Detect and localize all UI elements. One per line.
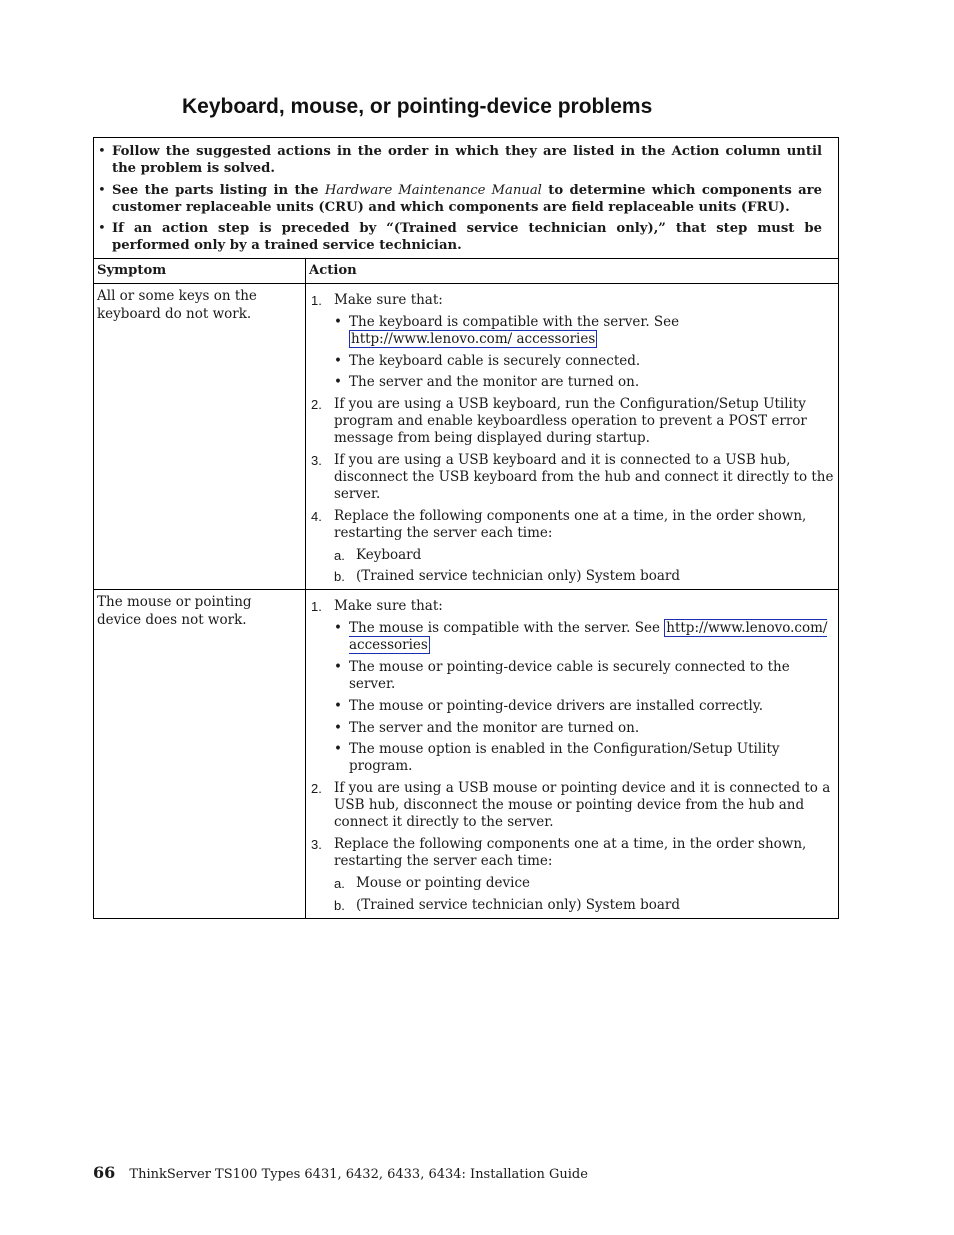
bullet-icon: • — [334, 352, 342, 369]
note-item — [98, 143, 822, 177]
sub-bullet: • The server and the monitor are turned on. — [334, 374, 640, 391]
page-number: 66 — [93, 1163, 116, 1182]
footer-text: ThinkServer TS100 Types 6431, 6432, 6433, 6434: Installation Guide — [129, 1167, 588, 1182]
action-step: 1. Make sure that: • The mouse is compatible with the server. See http://www.lenovo.com/ accessories • The mouse or pointing-device cable is securely connected to the server. • The mouse or pointing-device drivers are installed correctly. • The server and the monitor are turned on. • The mouse option is enabled in the Configuration/Setup Utility program. — [309, 598, 835, 775]
action-step: 2. If you are using a USB keyboard, run the Configuration/Setup Utility program and enable keyboardless operation to prevent a POST error message from being displayed during startup. — [311, 396, 807, 447]
symptom-cell — [94, 284, 306, 589]
bullet-icon: • — [334, 313, 342, 330]
symptom-text: All or some keys on the keyboard do not work. — [97, 288, 257, 322]
sub-bullet: • The mouse or pointing-device drivers are installed correctly. — [334, 697, 763, 714]
symptom-cell — [94, 590, 306, 917]
notes-box — [94, 138, 838, 259]
bullet-icon: • — [334, 658, 342, 675]
accessories-link[interactable]: http://www.lenovo.com/ accessories — [349, 620, 828, 654]
action-cell — [306, 284, 838, 589]
sub-bullet: • The mouse is compatible with the server. See http://www.lenovo.com/ accessories — [334, 620, 828, 654]
manual-title: Hardware Maintenance Manual — [324, 182, 542, 198]
sub-bullet: • The keyboard is compatible with the server. See http://www.lenovo.com/ accessories — [334, 313, 680, 347]
table-row — [94, 283, 838, 589]
bullet-icon: • — [98, 144, 106, 159]
action-steps — [309, 598, 835, 913]
bullet-icon: • — [334, 620, 342, 637]
note-text: See the parts listing in the Hardware Maintenance Manual to determine which components are customer replaceable units (CRU) and which components are field replaceable units (FRU). — [112, 182, 823, 215]
bullet-icon: • — [334, 741, 342, 758]
action-header: Action — [309, 263, 357, 278]
sub-bullet: • The server and the monitor are turned on. — [334, 719, 640, 736]
sub-bullet: • The mouse option is enabled in the Configuration/Setup Utility program. — [334, 741, 780, 775]
table-header-row — [94, 259, 838, 283]
sub-bullet: • The mouse or pointing-device cable is securely connected to the server. — [334, 658, 790, 692]
action-steps — [309, 292, 835, 585]
sub-step: b. (Trained service technician only) System board — [334, 568, 681, 585]
sub-bullet: • The keyboard cable is securely connected. — [334, 352, 641, 369]
bullet-icon: • — [98, 221, 106, 236]
action-step: 3. Replace the following components one at a time, in the order shown, restarting the server each time: a. Mouse or pointing device b. (Trained service technician only) System board — [309, 836, 835, 914]
symptom-header: Symptom — [94, 259, 306, 283]
note-item — [98, 220, 822, 254]
action-step: 1. Make sure that: • The keyboard is compatible with the server. See http://www.lenovo.com/ accessories • The keyboard cable is securely connected. • The server and the monitor are turned on. — [309, 292, 835, 391]
accessories-link[interactable]: http://www.lenovo.com/ accessories — [351, 330, 596, 347]
bullet-icon: • — [98, 182, 106, 198]
sub-step: a. Keyboard — [334, 546, 422, 563]
symptom-text: The mouse or pointing device does not work. — [97, 594, 252, 628]
table-row — [94, 589, 838, 917]
sub-step: a. Mouse or pointing device — [334, 874, 531, 891]
action-step: 4. Replace the following components one at a time, in the order shown, restarting the server each time: a. Keyboard b. (Trained service technician only) System board — [309, 508, 835, 586]
sub-step: b. (Trained service technician only) System board — [334, 896, 681, 913]
bullet-icon: • — [334, 697, 342, 714]
action-step: 3. If you are using a USB keyboard and it is connected to a USB hub, disconnect the USB keyboard from the hub and connect it directly to the server. — [311, 451, 834, 502]
note-text: If an action step is preceded by “(Trained service technician only),” that step must be performed only by a trained service technician. — [112, 221, 822, 253]
bullet-icon: • — [334, 719, 342, 736]
action-step: 2. If you are using a USB mouse or pointing device and it is connected to a USB hub, disconnect the mouse or pointing device from the hub and connect it directly to the server. — [311, 780, 831, 831]
bullet-icon: • — [334, 374, 342, 391]
page-title: Keyboard, mouse, or pointing-device problems — [182, 95, 653, 118]
note-text: Follow the suggested actions in the order in which they are listed in the Action column until the problem is solved. — [112, 144, 822, 176]
note-item — [98, 182, 822, 216]
page-footer — [93, 1163, 588, 1182]
troubleshooting-table — [93, 137, 839, 919]
action-cell — [306, 590, 838, 917]
